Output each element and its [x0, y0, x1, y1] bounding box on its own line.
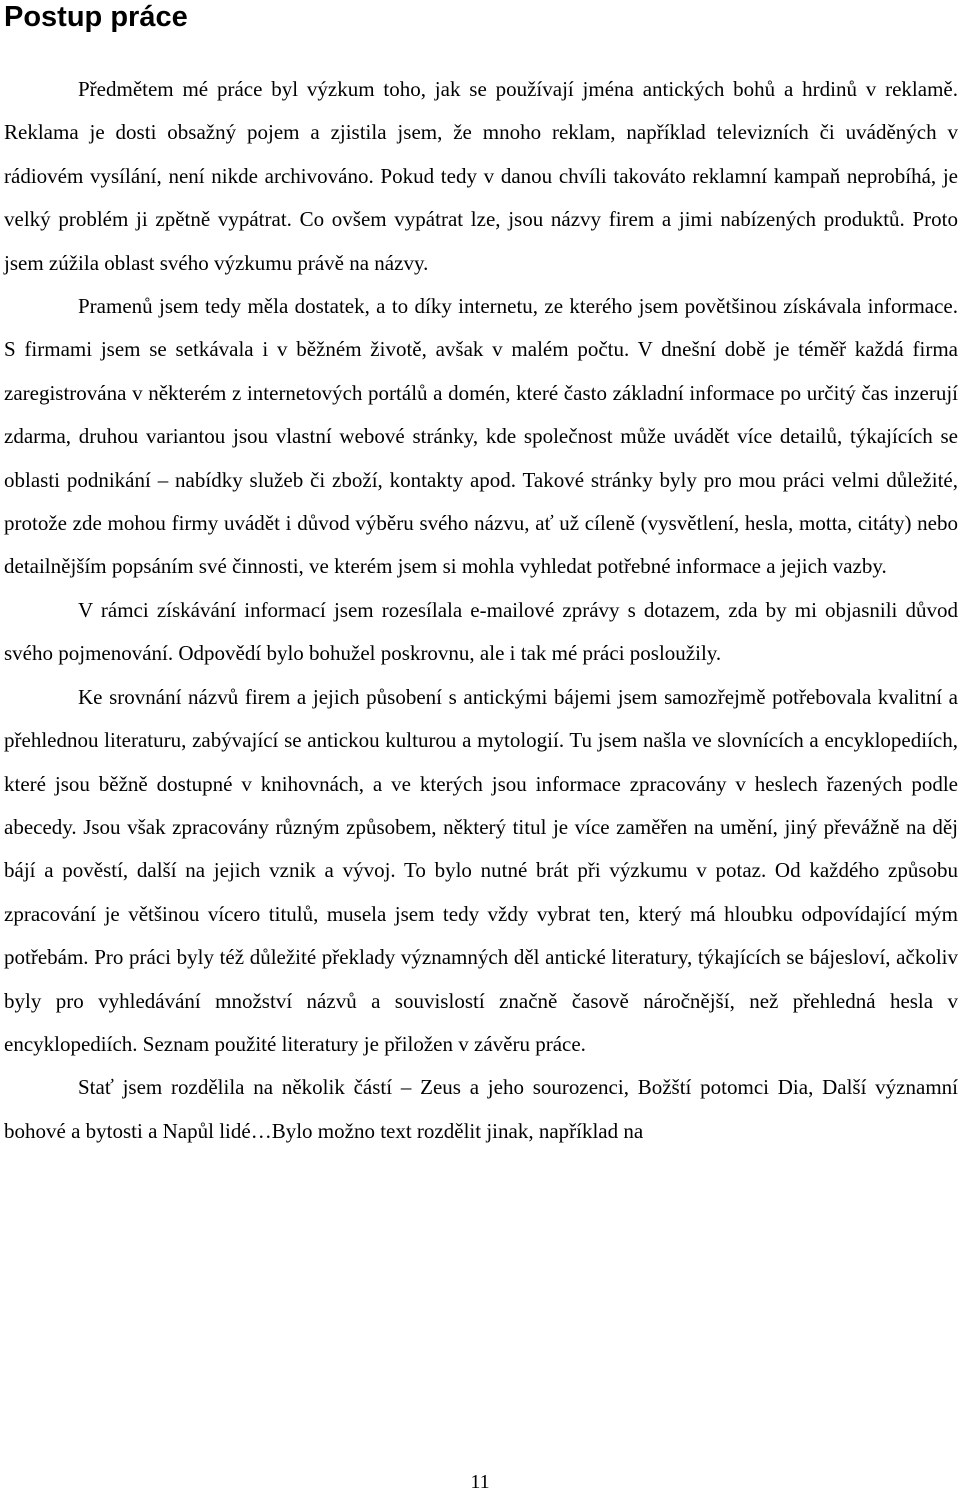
page-number: 11	[470, 1471, 490, 1493]
paragraph: Ke srovnání názvů firem a jejich působení s antickými bájemi jsem samozřejmě potřebovala kvalitní a přehlednou literaturu, zabývající se antickou kulturou a mytologií. Tu jsem našla ve slovnících a encyklopediích, které jsou běžně dostupné v knihovnách, a ve kterých jsou informace zpracovány v heslech řazených podle abecedy. Jsou však zpracovány různým způsobem, některý titul je více zaměřen na umění, jiný převážně na děj bájí a pověstí, další na jejich vznik a vývoj. To bylo nutné brát při výzkumu v potaz. Od každého způsobu zpracování je většinou vícero titulů, musela jsem tedy vždy vybrat ten, který má hloubku odpovídající mým potřebám. Pro práci byly též důležité překlady významných děl antické literatury, týkajících se bájesloví, ačkoliv byly pro vyhledávání množství názvů a souvislostí značně časově náročnější, než přehledná hesla v encyklopediích. Seznam použité literatury je přiložen v závěru práce.	[4, 684, 958, 1056]
paragraph: Stať jsem rozdělila na několik částí – Zeus a jeho sourozenci, Božští potomci Dia, Další významní bohové a bytosti a Napůl lidé…Bylo možno text rozdělit jinak, například na	[4, 1075, 958, 1143]
paragraph: V rámci získávání informací jsem rozesílala e-mailové zprávy s dotazem, zda by mi objasnili důvod svého pojmenování. Odpovědí bylo bohužel poskrovnu, ale i tak mé práci posloužily.	[4, 597, 958, 666]
paragraph: Předmětem mé práce byl výzkum toho, jak se používají jména antických bohů a hrdinů v reklamě. Reklama je dosti obsažný pojem a zjistila jsem, že mnoho reklam, například televizních či uváděných v rádiovém vysílání, není nikde archivováno. Pokud tedy v danou chvíli takováto reklamní kampaň neprobíhá, je velký problém ji zpětně vypátrat. Co ovšem vypátrat lze, jsou názvy firem a jimi nabízených produktů. Proto jsem zúžila oblast svého výzkumu právě na názvy.	[4, 77, 958, 275]
body-text	[4, 68, 958, 1153]
section-heading: Postup práce	[4, 1, 188, 33]
paragraph: Pramenů jsem tedy měla dostatek, a to díky internetu, ze kterého jsem povětšinou získávala informace. S firmami jsem se setkávala i v běžném životě, avšak v malém počtu. V dnešní době je téměř každá firma zaregistrována v některém z internetových portálů a domén, které často základní informace po určitý čas inzerují zdarma, druhou variantou jsou vlastní webové stránky, kde společnost může uvádět více detailů, týkajících se oblasti podnikání – nabídky služeb či zboží, kontakty apod. Takové stránky byly pro mou práci velmi důležité, protože zde mohou firmy uvádět i důvod výběru svého názvu, ať už cíleně (vysvětlení, hesla, motta, citáty) nebo detailnějším popsáním své činnosti, ve kterém jsem si mohla vyhledat potřebné informace a jejich vazby.	[4, 294, 958, 579]
